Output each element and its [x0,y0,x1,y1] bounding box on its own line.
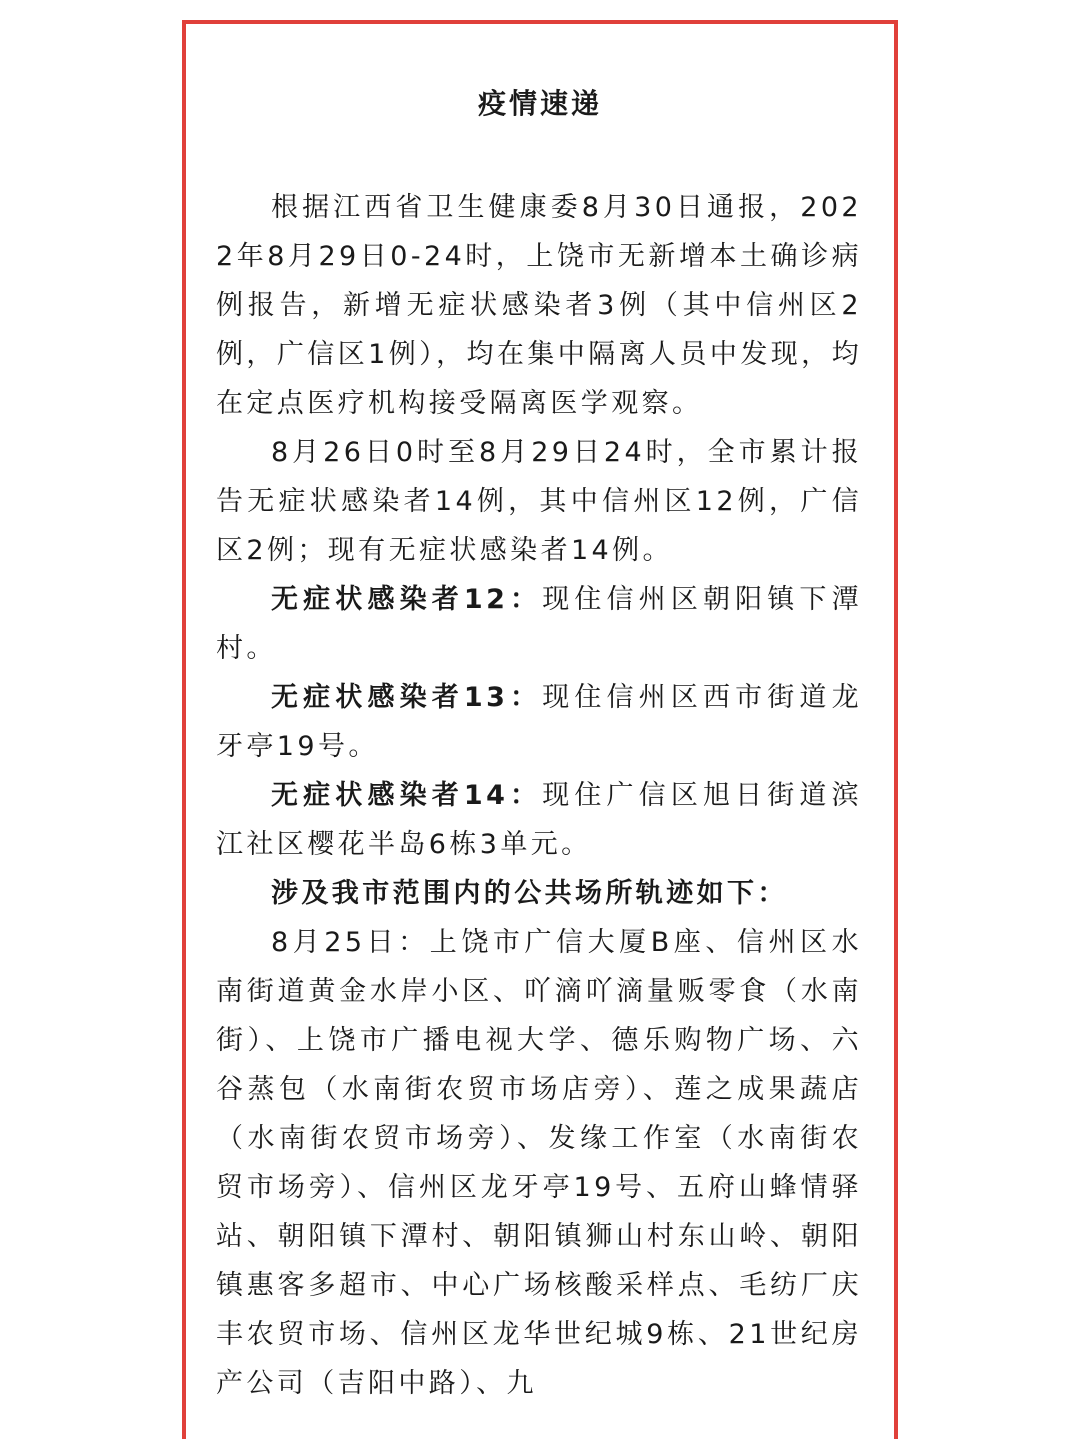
case-13-label: 无症状感染者13： [271,682,543,713]
paragraph-case-14 [216,771,862,869]
paragraph-intro: 根据江西省卫生健康委8月30日通报，2022年8月29日0-24时，上饶市无新增本土确诊病例报告，新增无症状感染者3例（其中信州区2例，广信区1例），均在集中隔离人员中发现，均在定点医疗机构接受隔离医学观察。 [216,192,862,419]
case-12-label: 无症状感染者12： [271,584,543,615]
case-14-label: 无症状感染者14： [271,780,543,811]
paragraph-case-13 [216,673,862,771]
track-heading: 涉及我市范围内的公共场所轨迹如下： [271,878,788,909]
paragraph-summary: 8月26日0时至8月29日24时，全市累计报告无症状感染者14例，其中信州区12例，广信区2例；现有无症状感染者14例。 [216,437,862,566]
paragraph-aug25-tracks: 8月25日：上饶市广信大厦B座、信州区水南街道黄金水岸小区、吖滴吖滴量贩零食（水南街）、上饶市广播电视大学、德乐购物广场、六谷蒸包（水南街农贸市场店旁）、莲之成果蔬店（水南街农贸市场旁）、发缘工作室（水南街农贸市场旁）、信州区龙牙亭19号、五府山蜂情驿站、朝阳镇下潭村、朝阳镇狮山村东山岭、朝阳镇惠客多超市、中心广场核酸采样点、毛纺厂庆丰农贸市场、信州区龙华世纪城9栋、21世纪房产公司（吉阳中路）、九 [216,927,862,1399]
paragraph-case-12 [216,575,862,673]
case-13-text: 现住信州区西市街道龙牙亭19号。 [216,682,862,762]
case-12-text: 现住信州区朝阳镇下潭村。 [216,584,862,664]
case-14-text: 现住广信区旭日街道滨江社区樱花半岛6栋3单元。 [216,780,862,860]
page-title: 疫情速递 [477,87,602,120]
article-body [216,183,862,1408]
